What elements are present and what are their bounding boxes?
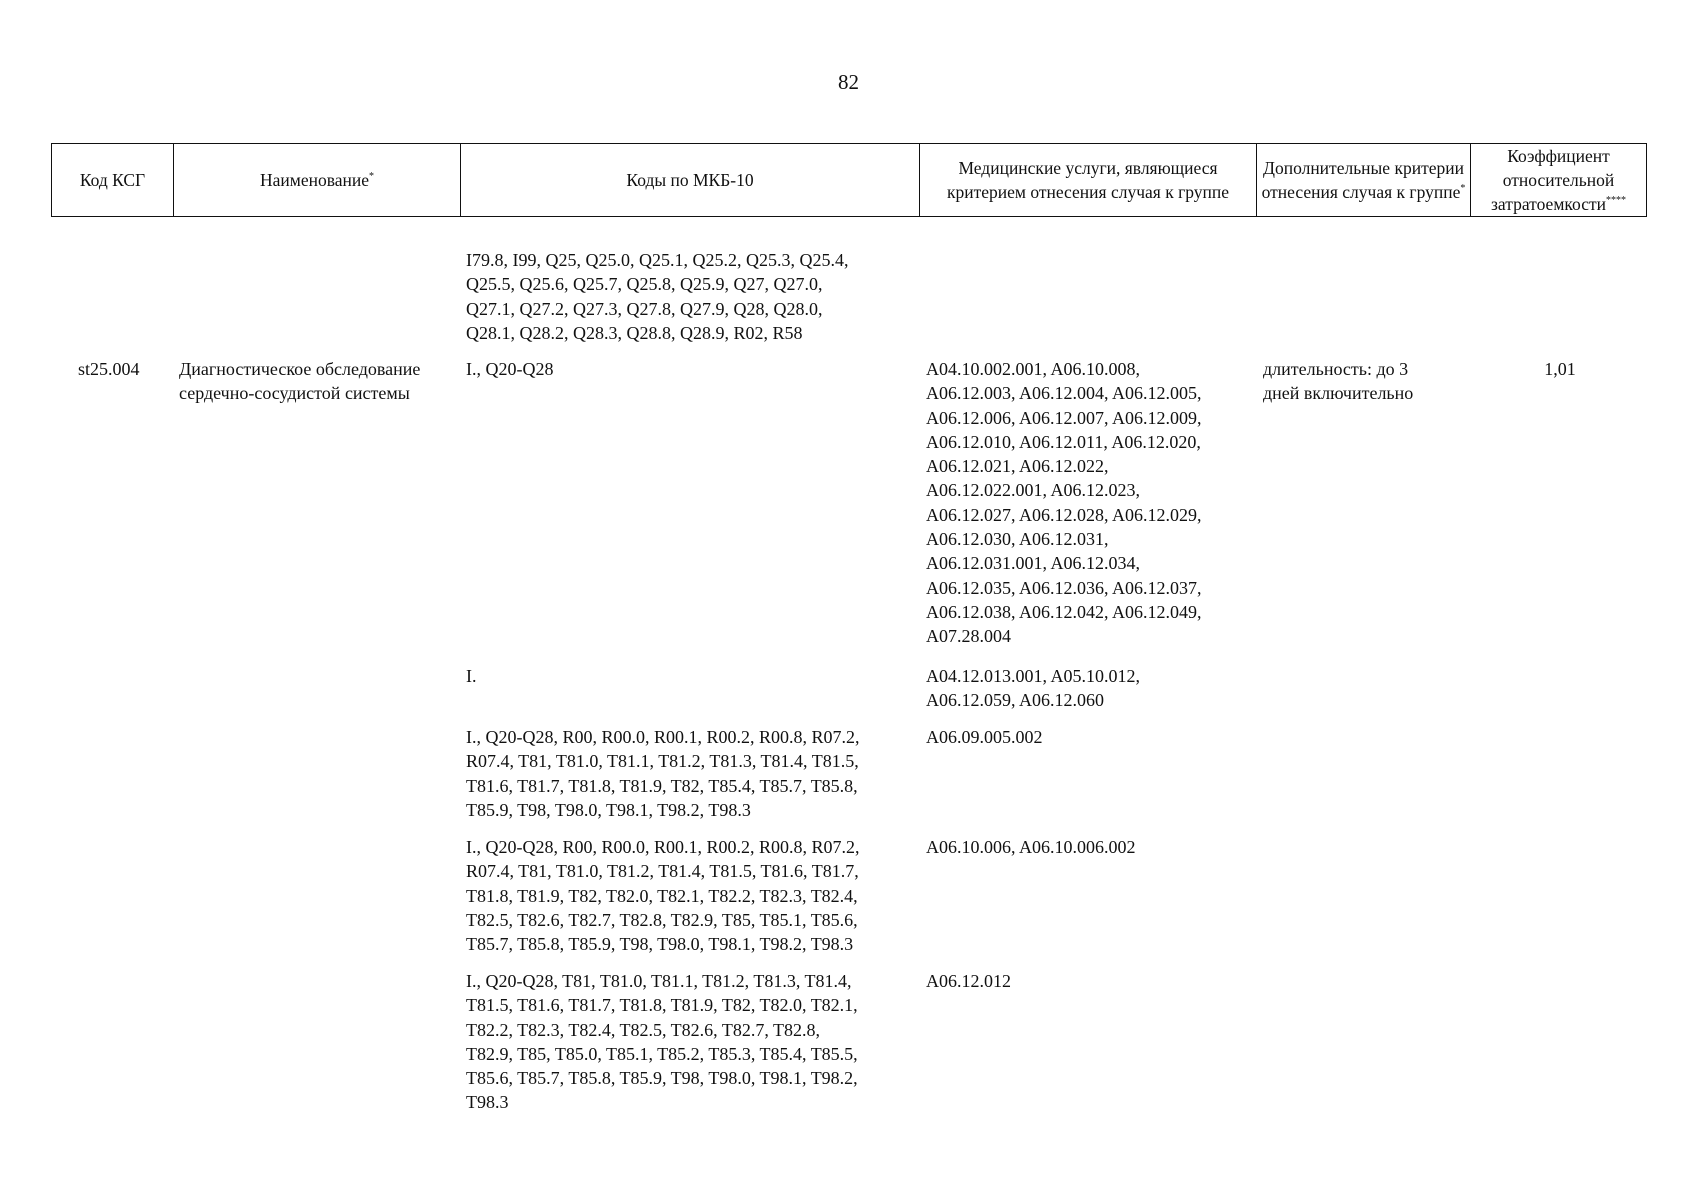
row-ksg-code: st25.004: [78, 359, 140, 379]
footnote-mark: ****: [1605, 195, 1626, 207]
row-services: A06.09.005.002: [926, 727, 1043, 747]
header-services: Медицинские услуги, являющиеся критерием отнесения случая к группе: [920, 144, 1257, 217]
header-name: Наименование*: [174, 144, 461, 217]
row-coefficient: 1,01: [1544, 359, 1576, 379]
footnote-mark: *: [369, 171, 375, 183]
header-coef: Коэффициент относительной затратоемкости****: [1471, 144, 1647, 217]
table-header: [51, 143, 1647, 217]
row-criteria: длительность: до 3 дней включительно: [1263, 359, 1414, 404]
row-mkb-codes: I., Q20-Q28, R00, R00.0, R00.1, R00.2, R00.8, R07.2, R07.4, T81, T81.0, T81.2, T81.4, T81.5, T81.6, T81.7, T81.8, T81.9, T82, T82.0, T82.1, T82.2, T82.3, T82.4, T82.5, T82.6, T82.7, T82.8, T82.9, T85, T85.1, T85.6, T85.7, T85.8, T85.9, T98, T98.0, T98.1, T98.2, T98.3: [466, 837, 860, 955]
row-name: Диагностическое обследование сердечно-сосудистой системы: [179, 359, 421, 404]
row-mkb-codes: I.: [466, 666, 477, 686]
row-services: A04.10.002.001, A06.10.008, A06.12.003, A06.12.004, A06.12.005, A06.12.006, A06.12.007, A06.12.009, A06.12.010, A06.12.011, A06.12.020, A06.12.021, A06.12.022, A06.12.022.001, A06.12.023, A06.12.027, A06.12.028, A06.12.029, A06.12.030, A06.12.031, A06.12.031.001, A06.12.034, A06.12.035, A06.12.036, A06.12.037, A06.12.038, A06.12.042, A06.12.049, A07.28.004: [926, 359, 1202, 647]
page-number: 82: [838, 70, 859, 94]
row-services: A06.12.012: [926, 971, 1011, 991]
header-mkb: Коды по МКБ-10: [461, 144, 920, 217]
row-mkb-codes: I., Q20-Q28: [466, 359, 554, 379]
footnote-mark: *: [1460, 183, 1466, 195]
row-services: A06.10.006, A06.10.006.002: [926, 837, 1136, 857]
row-services: A04.12.013.001, A05.10.012, A06.12.059, A06.12.060: [926, 666, 1141, 711]
header-code: Код КСГ: [52, 144, 174, 217]
row-mkb-codes: I79.8, I99, Q25, Q25.0, Q25.1, Q25.2, Q25.3, Q25.4, Q25.5, Q25.6, Q25.7, Q25.8, Q25.9, Q27, Q27.0, Q27.1, Q27.2, Q27.3, Q27.8, Q27.9, Q28, Q28.0, Q28.1, Q28.2, Q28.3, Q28.8, Q28.9, R02, R58: [466, 250, 849, 343]
row-mkb-codes: I., Q20-Q28, R00, R00.0, R00.1, R00.2, R00.8, R07.2, R07.4, T81, T81.0, T81.1, T81.2, T81.3, T81.4, T81.5, T81.6, T81.7, T81.8, T81.9, T82, T85.4, T85.7, T85.8, T85.9, T98, T98.0, T98.1, T98.2, T98.3: [466, 727, 860, 820]
header-criteria: Дополнительные критерии отнесения случая к группе*: [1257, 144, 1471, 217]
row-mkb-codes: I., Q20-Q28, T81, T81.0, T81.1, T81.2, T81.3, T81.4, T81.5, T81.6, T81.7, T81.8, T81.9, T82, T82.0, T82.1, T82.2, T82.3, T82.4, T82.5, T82.6, T82.7, T82.8, T82.9, T85, T85.0, T85.1, T85.2, T85.3, T85.4, T85.5, T85.6, T85.7, T85.8, T85.9, T98, T98.0, T98.1, T98.2, T98.3: [466, 971, 858, 1113]
